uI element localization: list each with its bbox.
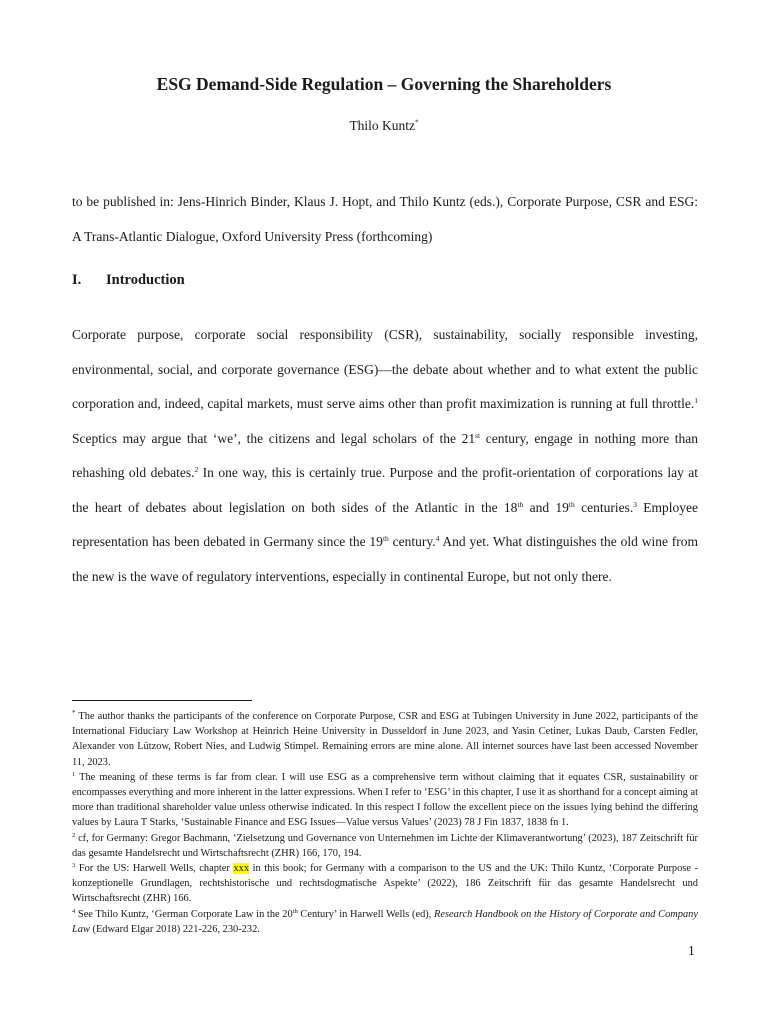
paper-title: ESG Demand-Side Regulation – Governing the Shareholders [156,74,612,94]
body-text: Sceptics may argue that ‘we’, the citizens and legal scholars of the 21 [72,430,476,446]
footnote-text: in this book; for Germany with a comparison to the US and the UK: Thilo Kuntz, ‘Corporate Purpose - konzeptionelle Grundlagen, rechtshistorische und rechtsdogmatische Aspekte’ (2022), 186 Zeitschrift für das gesamte Handelsrecht und Wirtschaftsrecht (ZHR) 166. [72,863,698,905]
section-title: Introduction [106,272,185,288]
footnote-text: The meaning of these terms is far from clear. I will use ESG as a comprehensive term without claiming that it equates CSR, sustainability or encompasses everything and more inherent in the latter expressions. When I refer to ‘ESG’ in this chapter, I use it as shorthand for a concept aiming at more than traditional shareholder value unless otherwise indicated. In this respect I follow the excellent piece on the issues lying behind the differing values by Laura T Starks, ‘Sustainable Finance and ESG Issues—Value versus Values’ (2023) 78 J Fin 1837, 1838 fn 1. [72,771,698,829]
footnote-text: cf, for Germany: Gregor Bachmann, ‘Zielsetzung und Governance von Unternehmen im Lichte der Klimaverantwortung’ (2023), 187 Zeitschrift für das gesamte Handelsrecht und Wirtschaftsrecht (ZHR) 166, 170, 194. [72,832,698,859]
footnote-text: For the US: Harwell Wells, chapter [75,863,234,875]
footnote-ref-4: 4 [435,534,440,543]
footnote-author [72,709,698,770]
ordinal-suffix: th [382,534,389,543]
body-text: Employee representation has been debated in Germany since the 19 [72,499,699,549]
author-line [0,118,768,134]
section-number: I. [72,272,82,288]
author-name: Thilo Kuntz [349,118,416,133]
author-footnote-mark: * [415,118,419,127]
ordinal-suffix: th [568,499,575,509]
footnote-2 [72,831,698,861]
section-heading [72,272,185,289]
footnote-ref-3: 3 [633,499,637,509]
footnote-separator [72,700,252,701]
footnote-text: (Edward Elgar 2018) 221-226, 230-232. [89,923,260,935]
footnote-mark: * [72,709,76,717]
footnote-text: Century’ in Harwell Wells (ed), [297,908,435,920]
body-paragraph [72,318,698,594]
footnote-ref-1: 1 [694,396,698,405]
ordinal-suffix: th [292,907,298,915]
ordinal-suffix: th [517,499,524,509]
footnote-mark: 1 [72,770,76,778]
body-text: centuries. [574,499,634,515]
ordinal-suffix: st [475,430,481,440]
footnote-mark: 2 [72,831,76,839]
footnote-1 [72,770,698,831]
footnote-3 [72,861,698,907]
highlighted-placeholder: xxx [233,863,250,875]
publication-note: to be published in: Jens-Hinrich Binder, Klaus J. Hopt, and Thilo Kuntz (eds.), Corporate Purpose, CSR and ESG: A Trans-Atlantic Dialogue, Oxford University Press (forthcoming) [72,194,698,244]
body-text: In one way, this is certainly true. Purpose and the profit-orientation of corporations lay at the heart of debates about legislation on both sides of the Atlantic in the 18 [72,465,698,515]
body-text: century. [388,534,436,549]
footnote-mark: 4 [72,907,76,915]
footnote-4 [72,907,698,937]
footnote-ref-2: 2 [194,465,199,474]
body-text: century, engage in nothing more than rehashing old debates. [72,430,699,480]
footnote-text: The author thanks the participants of the conference on Corporate Purpose, CSR and ESG at Tubingen University in June 2022, participants of the International Fiduciary Law Workshop at Heinrich Heine University in Dusseldorf in June 2023, and Yasin Cetiner, Lukas Daub, Carsten Fedler, Alexander von Lützow, Robert Nies, and Ludwig Stimpel. Remaining errors are mine alone. All internet sources have last been accessed November 11, 2023. [72,711,698,768]
body-text: And yet. What distinguishes the old wine from the new is the wave of regulatory interventions, especially in continental Europe, but not only there. [72,534,698,584]
body-text: Corporate purpose, corporate social responsibility (CSR), sustainability, socially responsible investing, environmental, social, and corporate governance (ESG)—the debate about whether and to what extent the public corporation and, indeed, capital markets, must serve aims other than profit maximization is running at full throttle. [72,327,698,411]
footnote-text: See Thilo Kuntz, ‘German Corporate Law in the 20 [75,908,293,920]
footnotes [72,709,698,937]
footnote-mark: 3 [72,862,76,870]
book-title: Research Handbook on the History of Corporate and Company Law [72,908,698,935]
page-number: 1 [688,943,695,958]
body-text: and 19 [523,499,569,515]
